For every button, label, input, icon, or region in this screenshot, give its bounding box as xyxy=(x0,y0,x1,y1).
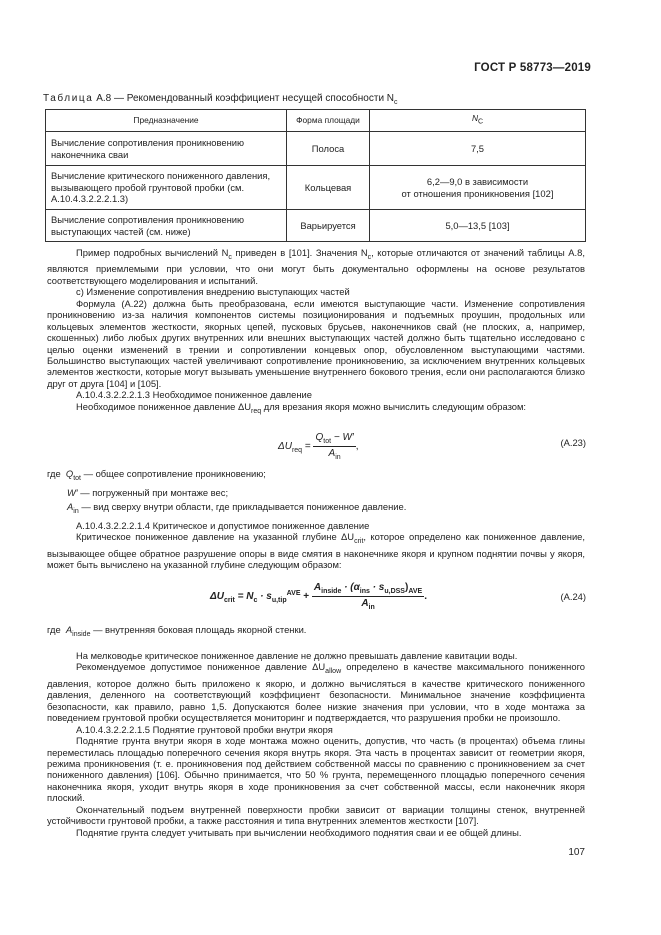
cell-area-shape: Варьируется xyxy=(287,210,370,242)
page-number: 107 xyxy=(568,847,585,858)
equation-a23-label: (А.23) xyxy=(560,437,586,448)
equation-a24: $\Delta U_{crit} = N_c \cdot s_{u,tip}^{AVE}$ + $\frac{A_{inside} \cdot (\alpha_{ins} \cdot s_{u,DSS})_{AVE}}{A_{in}}$ . xyxy=(210,582,427,611)
text-block-3 xyxy=(47,650,585,838)
paragraph-critical-pressure: Критическое пониженное давление на указанной глубине $\Delta U_{crit}$, которое определено как пониженное давление, вызывающее общее обратное разрушение опоры в виде смятия в наконечнике якоря и крупном поднятии почвы у якоря, может быть вычислено на указанной глубине следующим образом: xyxy=(47,531,586,571)
col-header-area-shape: Форма площади xyxy=(287,110,370,132)
section-heading-critical-pressure: А.10.4.3.2.2.2.1.4 Критическое и допустимое пониженное давление xyxy=(76,520,370,531)
cell-area-shape: Полоса xyxy=(287,132,370,166)
table-row xyxy=(46,210,586,242)
table-row xyxy=(46,166,586,210)
cell-nc: 6,2—9,0 в зависимости от отношения проникновения [102] xyxy=(370,166,586,210)
definition-ainside: где $A_{inside}$ — внутренняя боковая площадь якорной стенки. xyxy=(47,624,307,638)
section-heading-required-pressure: А.10.4.3.2.2.2.1.3 Необходимое пониженное давление xyxy=(76,389,312,401)
table-caption-label: Таблица xyxy=(43,93,94,104)
paragraph-nc-example: Пример подробных вычислений $N_c$ приведен в [101]. Значения $N_c$, которые отличаются от значений таблицы А.8, являются приемлемыми при условии, что они могут быть документально оформлены на основе результатов соответствующего моделирования и испытаний. xyxy=(47,247,585,286)
equation-a24-label: (А.24) xyxy=(560,591,586,602)
coefficient-table xyxy=(45,109,586,242)
equation-a23-fraction: $\frac{Q_{tot} - W'}{A_{in}}$ xyxy=(315,432,354,461)
col-header-nc: $N_C$ xyxy=(370,110,586,132)
cell-purpose: Вычисление сопротивления проникновению выступающих частей (см. ниже) xyxy=(46,210,287,242)
definitions-a23 xyxy=(47,467,406,519)
definition-w: W′ — погруженный при монтаже вес; xyxy=(67,486,229,498)
document-code: ГОСТ Р 58773—2019 xyxy=(474,62,591,74)
cell-area-shape: Кольцевая xyxy=(287,166,370,210)
paragraph-protrusions-heading: с) Изменение сопротивления внедрению выступающих частей xyxy=(76,286,350,298)
cell-nc: 5,0—13,5 [103] xyxy=(370,210,586,242)
paragraph-protrusions: Формула (А.22) должна быть преобразована, если имеются выступающие части. Изменение сопротивления проникновению из-за наличия компонентов системы позиционирования и подъемных проушин, продольных или кольцевых элементов жесткости, якорных цепей, пусковых брусьев, наконечников свай (не плоских, а, например, скошенных) либо любых других внутренних или внешних выступающих частей должно быть тщательно исследовано с целью оценки изменений в трении и сопротивлении концевых опор, обусловленном выступающими частями. Большинство выступающих частей увеличивают сопротивление проникновению, за исключением внутренних кольцевых элементов жесткости, которые могут вызывать уменьшение внутреннего бокового трения, если они располагаются близко друг от друга [104] и [105]. xyxy=(47,297,585,389)
cell-nc: 7,5 xyxy=(370,132,586,166)
cell-purpose: Вычисление сопротивления проникновению наконечника сваи xyxy=(46,132,287,166)
definition-ain: $A_{in}$ — вид сверху внутри области, где прикладывается пониженное давление. xyxy=(67,500,407,515)
col-header-purpose: Предназначение xyxy=(46,110,287,132)
equation-a24-fraction: $\frac{A_{inside} \cdot (\alpha_{ins} \cdot s_{u,DSS})_{AVE}}{A_{in}}$ xyxy=(313,582,423,611)
table-row xyxy=(46,132,586,166)
definition-qtot: где $Q_{tot}$ — общее сопротивление проникновению; xyxy=(47,468,266,482)
text-block-1 xyxy=(47,247,585,417)
paragraph-allowable-pressure: Рекомендуемое допустимое пониженное давление $\Delta U_{allow}$ определено в качестве максимального пониженного давления, которое должно быть приложено к якорю, и должно вычисляться в качестве критического пониженного давления, деленного на соответствующий коэффициент безопасности. Минимальное значение коэффициента безопасности, как правило, равно 1,5. Допускаются более низкие значения при условии, что в ходе монтажа за поведением грунтовой пробки осуществляется мониторинг и подтверждается, что разрушения пробки не произошло. xyxy=(47,661,585,724)
equation-a23: $\Delta U_{req}$ = $\frac{Q_{tot} - W'}{A_{in}}$ , xyxy=(278,432,359,461)
paragraph-cavitation: На мелководье критическое пониженное давление не должно превышать давление кавитации воды. xyxy=(76,650,518,661)
table-caption-title: А.8 — Рекомендованный коэффициент несущей способности $N_c$ xyxy=(96,93,398,106)
table-caption xyxy=(43,93,398,106)
paragraph-plug-heave: Поднятие грунта внутри якоря в ходе монтажа можно оценить, допустив, что часть (в процентах) объема глины переместилась площадью поперечного сечения якоря внутрь якоря. Эта часть в процентах зависит от геометрии якоря, режима проникновения (т. е. проникновения под действием собственной массы по сравнению с проникновением за счет пониженного давления) [106]. Обычно принимается, что 50 % грунта, перемещенного площадью поперечного сечения наконечника якоря, уходит внутрь якоря в ходе проникновения за счет собственной массы, если наконечник якоря плоский. xyxy=(47,735,585,804)
table-header-row xyxy=(46,110,586,132)
section-heading-plug-heave: А.10.4.3.2.2.2.1.5 Поднятие грунтовой пробки внутри якоря xyxy=(76,723,333,735)
cell-purpose: Вычисление критического пониженного давления, вызывающего пробой грунтовой пробки (см. А.10.4.3.2.2.2.1.3) xyxy=(46,166,287,210)
definitions-a24 xyxy=(47,623,306,642)
paragraph-required-pressure: Необходимое пониженное давление $\Delta U_{req}$ для врезания якоря можно вычислить следующим образом: xyxy=(76,400,527,415)
paragraph-heave-consideration: Поднятие грунта следует учитывать при вычислении необходимого поднятия сваи и ее общей длины. xyxy=(76,826,522,838)
paragraph-final-rise: Окончательный подъем внутренней поверхности пробки зависит от вариации толщины стенок, внутренней устойчивости грунтовой пробки, а также расстояния и типа внутренних элементов жесткости [107]. xyxy=(47,803,585,827)
text-block-2 xyxy=(47,520,585,571)
